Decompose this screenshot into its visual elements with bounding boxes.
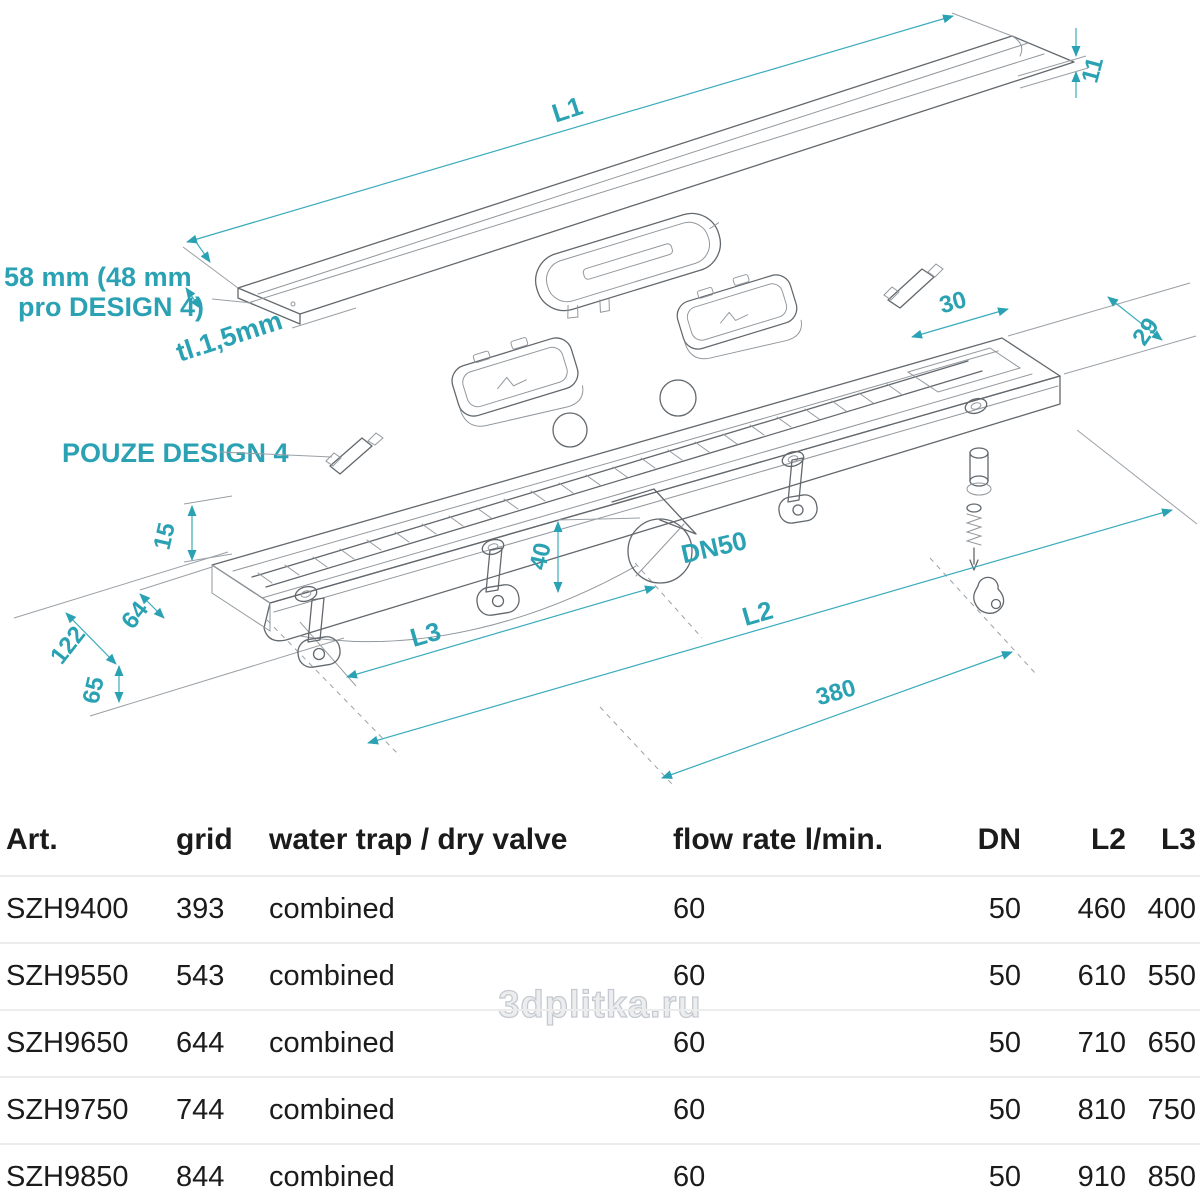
cell-art: SZH9750 [6,1094,129,1126]
watermark: 3dplitka.ru [498,984,702,1026]
dimension-29 [1108,297,1165,350]
cell-grid: 744 [176,1094,225,1126]
label-122: 122 [45,621,92,670]
cell-trap: combined [269,1161,395,1193]
label-40: 40 [524,540,557,573]
cell-trap: combined [269,1094,395,1126]
cell-l3: 850 [1147,1161,1196,1193]
siphon-cover [529,206,734,329]
cell-l3: 550 [1147,960,1196,992]
anchor-clip-design4 [326,433,383,474]
cell-dn: 50 [988,893,1021,925]
col-header-trap: water trap / dry valve [269,823,568,856]
cell-art: SZH9650 [6,1027,129,1059]
label-58mm-line2: pro DESIGN 4) [18,292,205,322]
cell-flow: 60 [673,1161,706,1193]
flange-holes [293,396,988,604]
col-header-dn: DN [977,823,1021,856]
cell-dn: 50 [988,960,1021,992]
cell-trap: combined [269,1027,395,1059]
cell-l3: 650 [1147,1027,1196,1059]
cell-grid: 393 [176,893,225,925]
label-380: 380 [812,674,859,712]
callout-pouze-design4 [62,438,332,468]
cell-art: SZH9850 [6,1161,129,1193]
cell-flow: 60 [673,1094,706,1126]
cell-grid: 844 [176,1161,225,1193]
label-l3: L3 [406,615,445,653]
table-row [0,942,1200,1009]
label-l1: L1 [548,90,587,129]
label-tl15mm: tl.1,5mm [172,305,286,368]
cell-dn: 50 [988,1027,1021,1059]
cell-flow: 60 [673,893,706,925]
dimension-64 [116,594,164,634]
leveling-pin [967,448,991,495]
dimension-l1 [183,13,1012,288]
label-pouze-design4: POUZE DESIGN 4 [62,438,289,468]
table-row [0,875,1200,942]
table-row [0,1009,1200,1076]
label-65: 65 [77,674,110,707]
foot-bracket-right [777,458,819,525]
dimension-30 [912,286,1008,337]
end-cap-right [671,263,806,369]
cell-dn: 50 [988,1161,1021,1193]
foot-bracket-middle [475,548,521,617]
cell-flow: 60 [673,960,706,992]
cell-trap: combined [269,893,395,925]
dimension-l2 [368,510,1172,743]
dimension-40 [525,518,640,592]
cell-l2: 610 [1077,960,1126,992]
table-header [0,805,1200,875]
dimension-15 [149,496,232,562]
drain-channel [212,338,1060,669]
label-29: 29 [1127,313,1165,351]
col-header-art: Art. [6,823,58,856]
dimension-l3 [347,587,655,677]
label-30: 30 [936,286,970,320]
anchor-clip-top [884,264,943,308]
gasket-ring-right [660,380,696,416]
col-header-l3: L3 [1160,823,1196,856]
cell-art: SZH9550 [6,960,129,992]
foot-bracket-left [296,598,342,669]
col-header-flow: flow rate l/min. [673,823,884,856]
table-row [0,1076,1200,1143]
cell-flow: 60 [673,1027,706,1059]
adjustment-screw [967,504,981,570]
cell-trap: combined [269,960,395,992]
outlet-pipe [612,489,696,583]
foot-plate-loose [974,577,1004,613]
label-dn50: DN50 [678,525,750,570]
cell-l3: 750 [1147,1094,1196,1126]
table-row [0,1143,1200,1200]
cell-l2: 810 [1077,1094,1126,1126]
dimension-65 [78,666,119,706]
cell-dn: 50 [988,1094,1021,1126]
label-64: 64 [116,596,154,635]
label-11: 11 [1076,54,1110,86]
label-15: 15 [148,520,181,553]
dimension-380 [662,652,1012,778]
label-l2: L2 [738,594,777,632]
dimension-11 [1018,28,1109,98]
cell-l2: 710 [1077,1027,1126,1059]
cell-grid: 543 [176,960,225,992]
cover-plate [238,36,1074,324]
col-header-grid: grid [176,823,233,856]
spec-table [0,805,1200,1200]
cell-l3: 400 [1147,893,1196,925]
callout-width-58mm [4,242,252,322]
dimension-122 [45,613,116,669]
cell-l2: 460 [1077,893,1126,925]
cell-art: SZH9400 [6,893,129,925]
cell-l2: 910 [1077,1161,1126,1193]
label-58mm-line1: 58 mm (48 mm [4,262,192,292]
grate [252,348,1020,587]
gasket-ring-left [553,413,587,447]
cell-grid: 644 [176,1027,225,1059]
col-header-l2: L2 [1090,823,1126,856]
end-cap-left [445,325,587,437]
